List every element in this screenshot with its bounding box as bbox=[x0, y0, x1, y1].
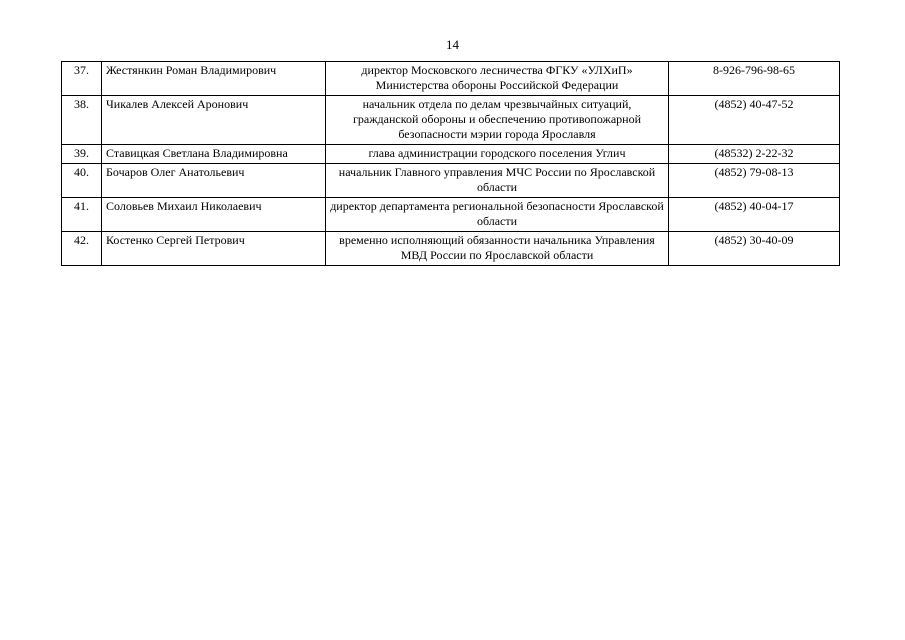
phone-number: (4852) 40-04-17 bbox=[669, 198, 840, 232]
person-name: Соловьев Михаил Николаевич bbox=[102, 198, 326, 232]
phone-number: (48532) 2-22-32 bbox=[669, 145, 840, 164]
phone-number: (4852) 79-08-13 bbox=[669, 164, 840, 198]
person-name: Бочаров Олег Анатольевич bbox=[102, 164, 326, 198]
phone-number: 8-926-796-98-65 bbox=[669, 62, 840, 96]
phone-number: (4852) 40-47-52 bbox=[669, 96, 840, 145]
row-number: 41. bbox=[62, 198, 102, 232]
person-name: Ставицкая Светлана Владимировна bbox=[102, 145, 326, 164]
person-position: директор департамента региональной безопасности Ярославской области bbox=[326, 198, 669, 232]
row-number: 42. bbox=[62, 232, 102, 266]
person-name: Костенко Сергей Петрович bbox=[102, 232, 326, 266]
row-number: 40. bbox=[62, 164, 102, 198]
phone-number: (4852) 30-40-09 bbox=[669, 232, 840, 266]
table-row bbox=[62, 145, 840, 164]
person-position: начальник Главного управления МЧС России по Ярославской области bbox=[326, 164, 669, 198]
page-number: 14 bbox=[446, 37, 459, 52]
table-row bbox=[62, 232, 840, 266]
person-name: Чикалев Алексей Аронович bbox=[102, 96, 326, 145]
person-position: глава администрации городского поселения Углич bbox=[326, 145, 669, 164]
person-name: Жестянкин Роман Владимирович bbox=[102, 62, 326, 96]
table-row bbox=[62, 198, 840, 232]
table-row bbox=[62, 96, 840, 145]
table-row bbox=[62, 164, 840, 198]
row-number: 37. bbox=[62, 62, 102, 96]
row-number: 38. bbox=[62, 96, 102, 145]
contacts-table bbox=[61, 61, 840, 266]
person-position: начальник отдела по делам чрезвычайных ситуаций, гражданской обороны и обеспечению противопожарной безопасности мэрии города Ярославля bbox=[326, 96, 669, 145]
person-position: временно исполняющий обязанности начальника Управления МВД России по Ярославской области bbox=[326, 232, 669, 266]
row-number: 39. bbox=[62, 145, 102, 164]
person-position: директор Московского лесничества ФГКУ «УЛХиП» Министерства обороны Российской Федерации bbox=[326, 62, 669, 96]
table-row bbox=[62, 62, 840, 96]
